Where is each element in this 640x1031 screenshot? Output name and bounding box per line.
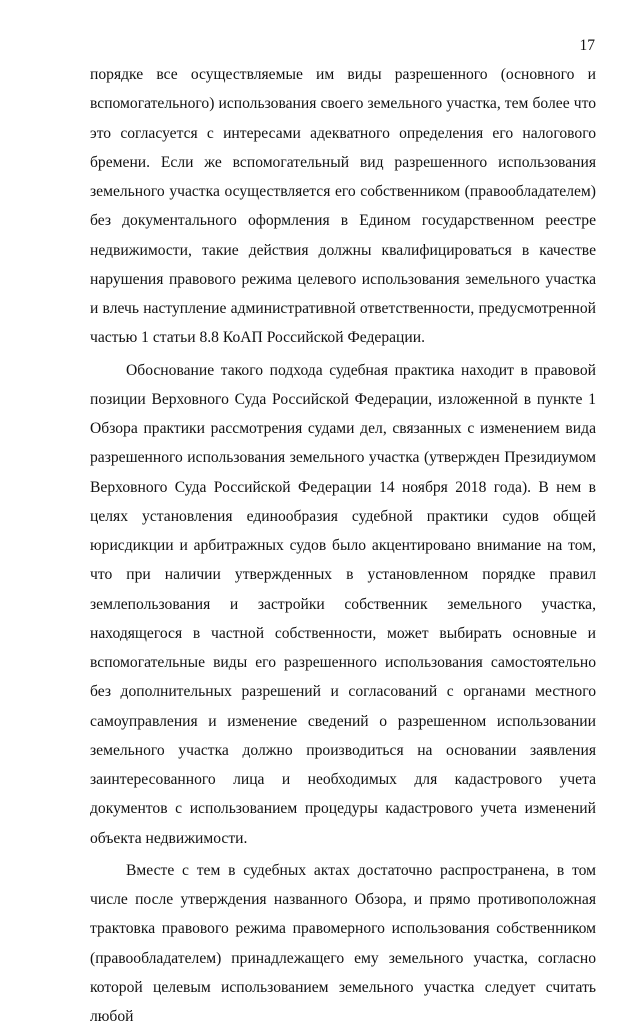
paragraph-continuation: порядке все осуществляемые им виды разрешенного (основного и вспомогательного) использования своего земельного участка, тем более что это согласуется с интересами адекватного определения его налогового бремени. Если же вспомогательный вид разрешенного использования земельного участка осуществляется его собственником (правообладателем) без документального оформления в Едином государственном реестре недвижимости, такие действия должны квалифицироваться в качестве нарушения правового режима целевого использования земельного участка и влечь наступление административной ответственности, предусмотренной частью 1 статьи 8.8 КоАП Российской Федерации. — [90, 66, 596, 347]
document-body — [90, 60, 596, 1031]
page-number: 17 — [579, 37, 595, 54]
paragraph-legal-position: Обоснование такого подхода судебная практика находит в правовой позиции Верховного Суда Российской Федерации, изложенной в пункте 1 Обзора практики рассмотрения судами дел, связанных с изменением вида разрешенного использования земельного участка (утвержден Президиумом Верховного Суда Российской Федерации 14 ноября 2018 года). В нем в целях установления единообразия судебной практики судов общей юрисдикции и арбитражных судов было акцентировано внимание на том, что при наличии утвержденных в установленном порядке правил землепользования и застройки собственник земельного участка, находящегося в частной собственности, может выбирать основные и вспомогательные виды его разрешенного использования самостоятельно без дополнительных разрешений и согласований с органами местного самоуправления и изменение сведений о разрешенном использовании земельного участка должно производиться на основании заявления заинтересованного лица и необходимых для кадастрового учета документов с использованием процедуры кадастрового учета изменений объекта недвижимости. — [90, 361, 596, 847]
paragraph-contrary-interpretation: Вместе с тем в судебных актах достаточно распространена, в том числе после утверждения названного Обзора, и прямо противоположная трактовка правового режима правомерного использования собственником (правообладателем) принадлежащего ему земельного участка, согласно которой целевым использованием земельного участка следует считать любой — [90, 861, 596, 1025]
